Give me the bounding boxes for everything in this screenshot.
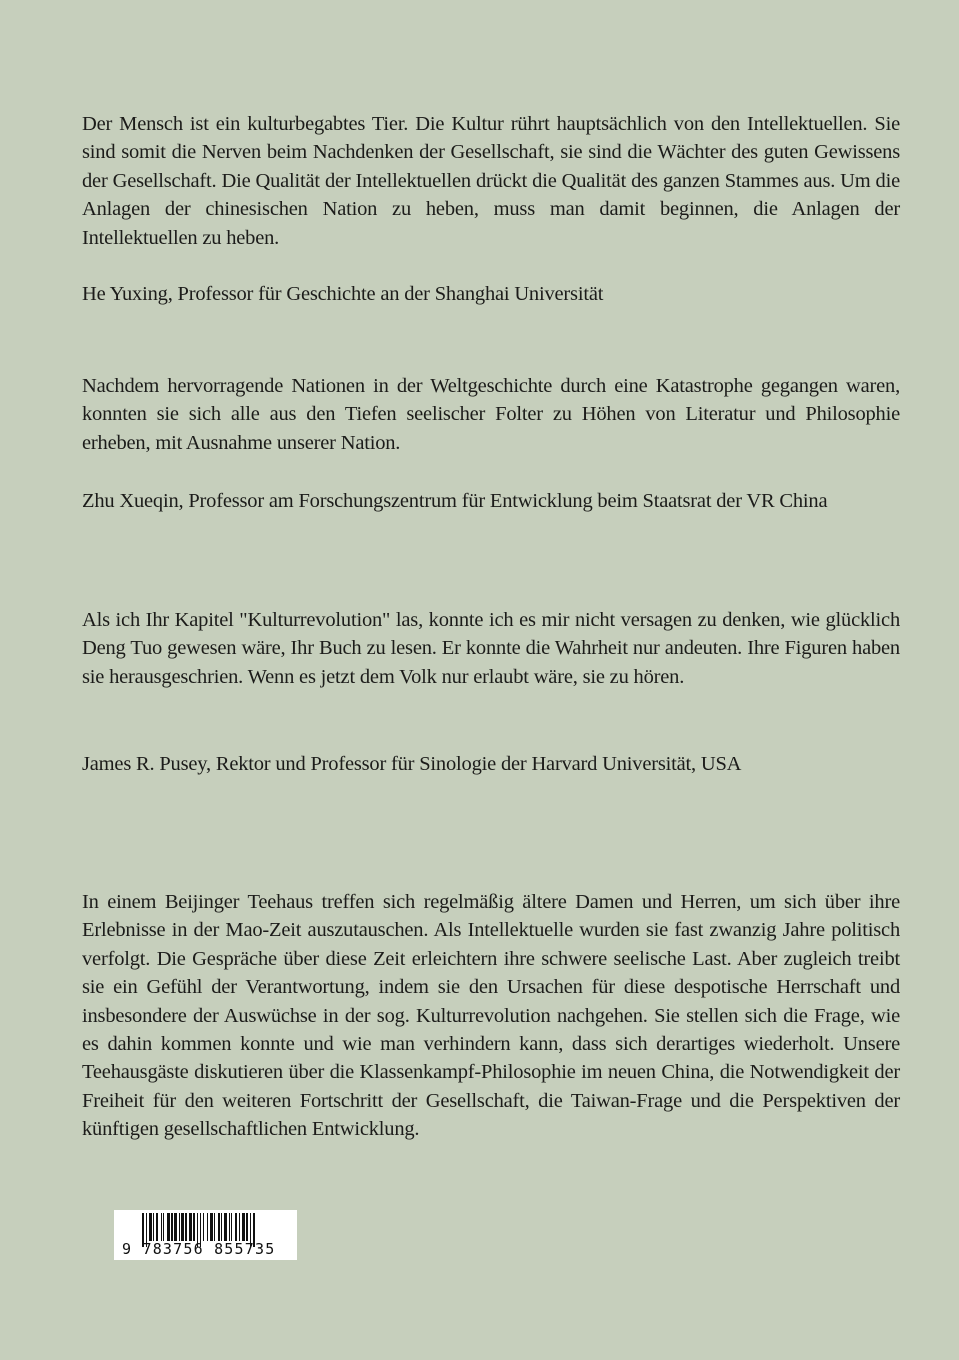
isbn-barcode (114, 1210, 297, 1260)
quote-2-text: Nachdem hervorragende Nationen in der Weltgeschichte durch eine Katastrophe gegangen waren, konnten sie sich alle aus den Tiefen seelischer Folter zu Höhen von Literatur und Philosophie erheben, mit Ausnahme unserer Nation. (82, 375, 900, 454)
quote-1-text: Der Mensch ist ein kulturbegabtes Tier. Die Kultur rührt hauptsächlich von den Intellektuellen. Sie sind somit die Nerven beim Nachdenken der Gesellschaft, sie sind die Wächter des guten Gewissens der Gesellschaft. Die Qualität der Intellektuellen drückt die Qualität des ganzen Stammes aus. Um die Anlagen der chinesischen Nation zu heben, muss man damit beginnen, die Anlagen der Intellektuellen zu heben. (82, 113, 900, 249)
book-description: In einem Beijinger Teehaus treffen sich regelmäßig ältere Damen und Herren, um sich über ihre Erlebnisse in der Mao-Zeit auszutauschen. Als Intellektuelle wurden sie fast zwanzig Jahre politisch verfolgt. Die Gespräche über diese Zeit erleichtern ihre schwere seelische Last. Aber zugleich treibt sie ein Gefühl der Verantwortung, indem sie den Ursachen für diese despotische Herrschaft und insbesondere der Auswüchse in der sog. Kulturrevolution nachgehen. Sie stellen sich die Frage, wie es dahin kommen konnte und wie man verhindern kann, dass sich derartiges wiederholt. Unsere Teehausgäste diskutieren über die Klassenkampf-Philosophie im neuen China, die Notwendigkeit der Freiheit für den weiteren Fortschritt der Gesellschaft, die Taiwan-Frage und die Perspektiven der künftigen gesellschaftlichen Entwicklung. (82, 891, 900, 1141)
quote-3-text: Als ich Ihr Kapitel "Kulturrevolution" las, konnte ich es mir nicht versagen zu denken, wie glücklich Deng Tuo gewesen wäre, Ihr Buch zu lesen. Er konnte die Wahrheit nur andeuten. Ihre Figuren haben sie herausgeschrien. Wenn es jetzt dem Volk nur erlaubt wäre, sie zu hören. (82, 609, 900, 688)
quote-1-attribution: He Yuxing, Professor für Geschichte an der Shanghai Universität (82, 283, 604, 305)
barcode-digits: 9 783756 855735 (122, 1240, 276, 1258)
quote-3-attribution: James R. Pusey, Rektor und Professor für Sinologie der Harvard Universität, USA (82, 753, 742, 775)
quote-2-attribution: Zhu Xueqin, Professor am Forschungszentrum für Entwicklung beim Staatsrat der VR China (82, 490, 828, 512)
